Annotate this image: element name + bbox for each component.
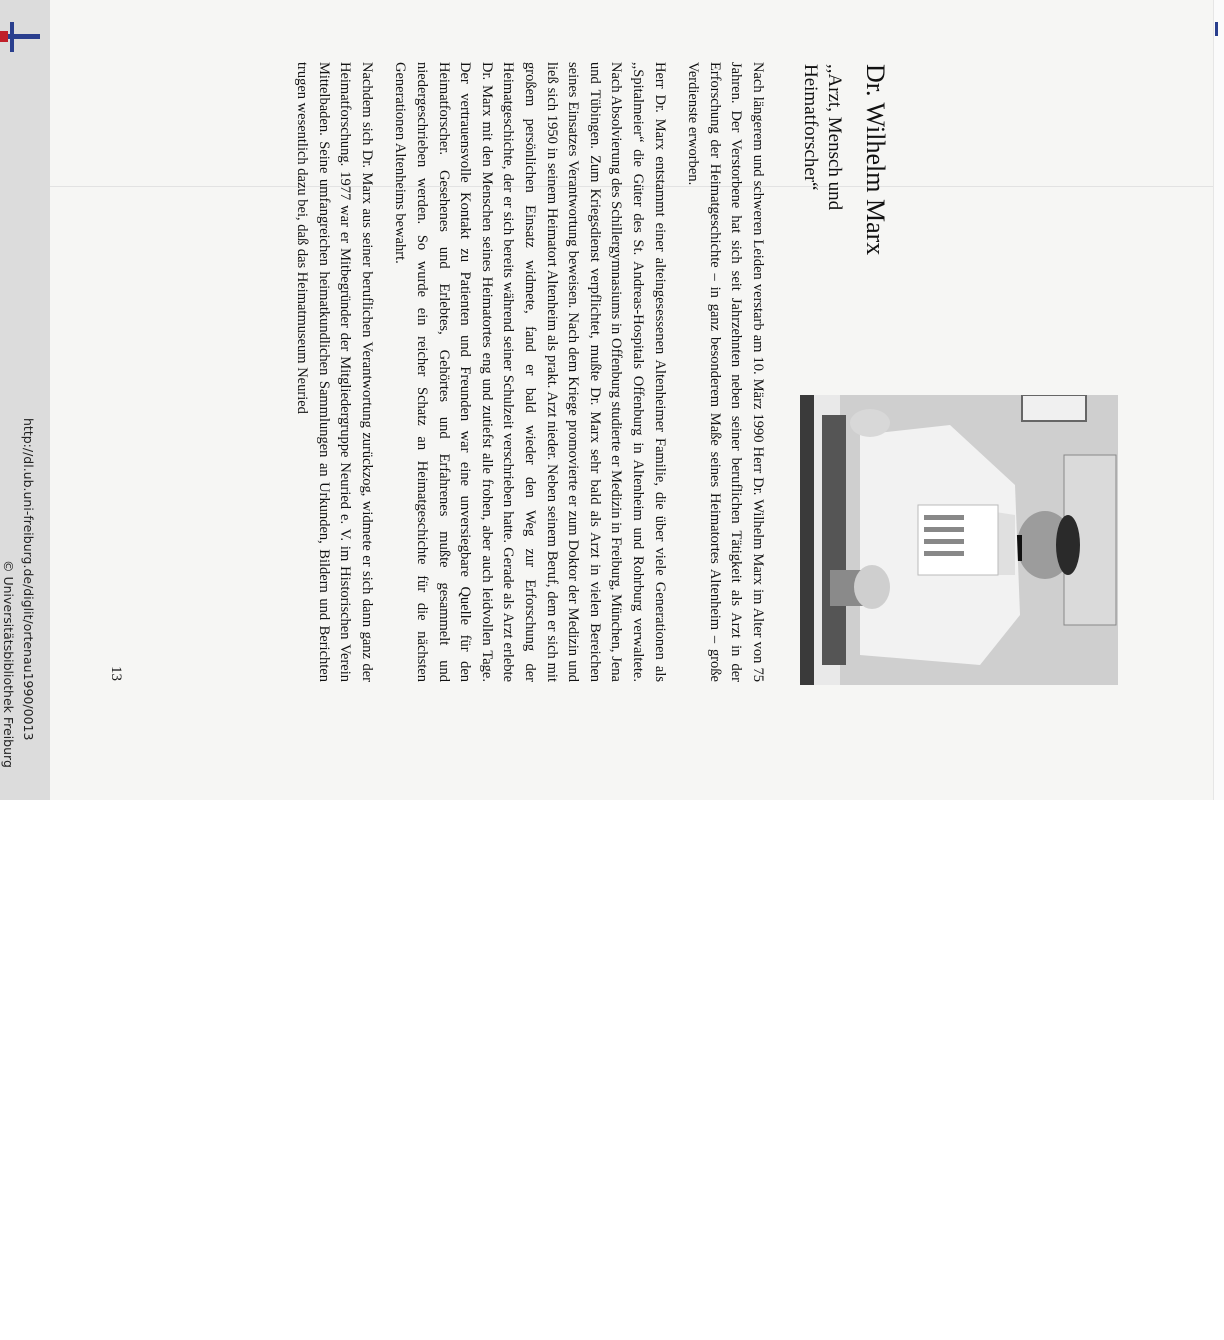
source-url[interactable]: http://dl.ub.uni-freiburg.de/diglit/ortenau1990/0013	[21, 418, 36, 741]
paragraph: Nach längerem und schweren Leiden verstarb am 10. März 1990 Herr Dr. Wilhelm Marx im Alter von 75 Jahren. Der Verstorbene hat sich seit Jahrzehnten neben seiner beruflichen Tätigkeit als Arzt in der Erforschung der Heimatgeschichte – in ganz besonderem Maße seines Heimatortes Altenheim – große Verdienste erworben.	[685, 62, 766, 682]
article-title: Dr. Wilhelm Marx	[861, 64, 890, 256]
paragraph: Nachdem sich Dr. Marx aus seiner beruflichen Verantwortung zurückzog, widmete er sich dann ganz der Heimatforschung. 1977 war er Mitbegründer der Mitgliedergruppe Neuried e. V. im Historischen Verein Mittelbaden. Seine umfangreichen heimatkundlichen Sammlungen an Urkunden, Bildern und Berichten trugen wesentlich dazu bei, daß das Heimatmuseum Neuried	[294, 62, 375, 682]
library-logo-icon	[0, 22, 40, 52]
paragraph: Herr Dr. Marx entstammt einer alteingesessenen Altenheimer Familie, die über viele Generationen als ,,Spitalmeier“ die Güter des St. Andreas-Hospitals Offenburg in Altenheim und Rohrburg verwaltete. Nach Absolvierung des Schillergymnasiums in Offenburg studierte er Medizin in Freiburg, München, Jena und Tübingen. Zum Kriegsdienst verpflichtet, mußte Dr. Marx sehr bald als Arzt in vielen Bereichen seines Einsatzes Verantwortung beweisen. Nach dem Kriege promovierte er zum Doktor der Medizin und ließ sich 1950 in seinem Heimatort Altenheim als prakt. Arzt nieder. Neben seinem Beruf, dem er sich mit großem persönlichen Einsatz widmete, fand er bald wieder den Weg zur Erforschung der Heimatgeschichte, der er sich bereits während seiner Schulzeit verschrieben hatte. Gerade als Arzt erlebte Dr. Marx mit den Menschen seines Heimatortes eng und zutiefst alle frohen, aber auch leidvollen Tage. Der vertrauensvolle Kontakt zu Patienten und Freunden war eine unversiegbare Quelle für den Heimatforscher. Gesehenes und Erlebtes, Gehörtes und Erfahrenes mußte gesammelt und niedergeschrieben werden. So wurde ein reicher Schatz an Heimatgeschichte für die nächsten Generationen Altenheims bewahrt.	[392, 62, 668, 682]
page-number: 13	[108, 666, 124, 681]
article-subtitle: ,,Arzt, Mensch und Heimatforscher“	[800, 64, 845, 211]
doctor-portrait-image	[800, 395, 1118, 685]
portrait-photo	[800, 395, 1118, 685]
copyright-notice: © Universitätsbibliothek Freiburg	[1, 560, 16, 768]
next-page-edge	[1213, 0, 1224, 800]
article-body	[291, 62, 768, 682]
viewer-sidebar	[0, 0, 50, 800]
